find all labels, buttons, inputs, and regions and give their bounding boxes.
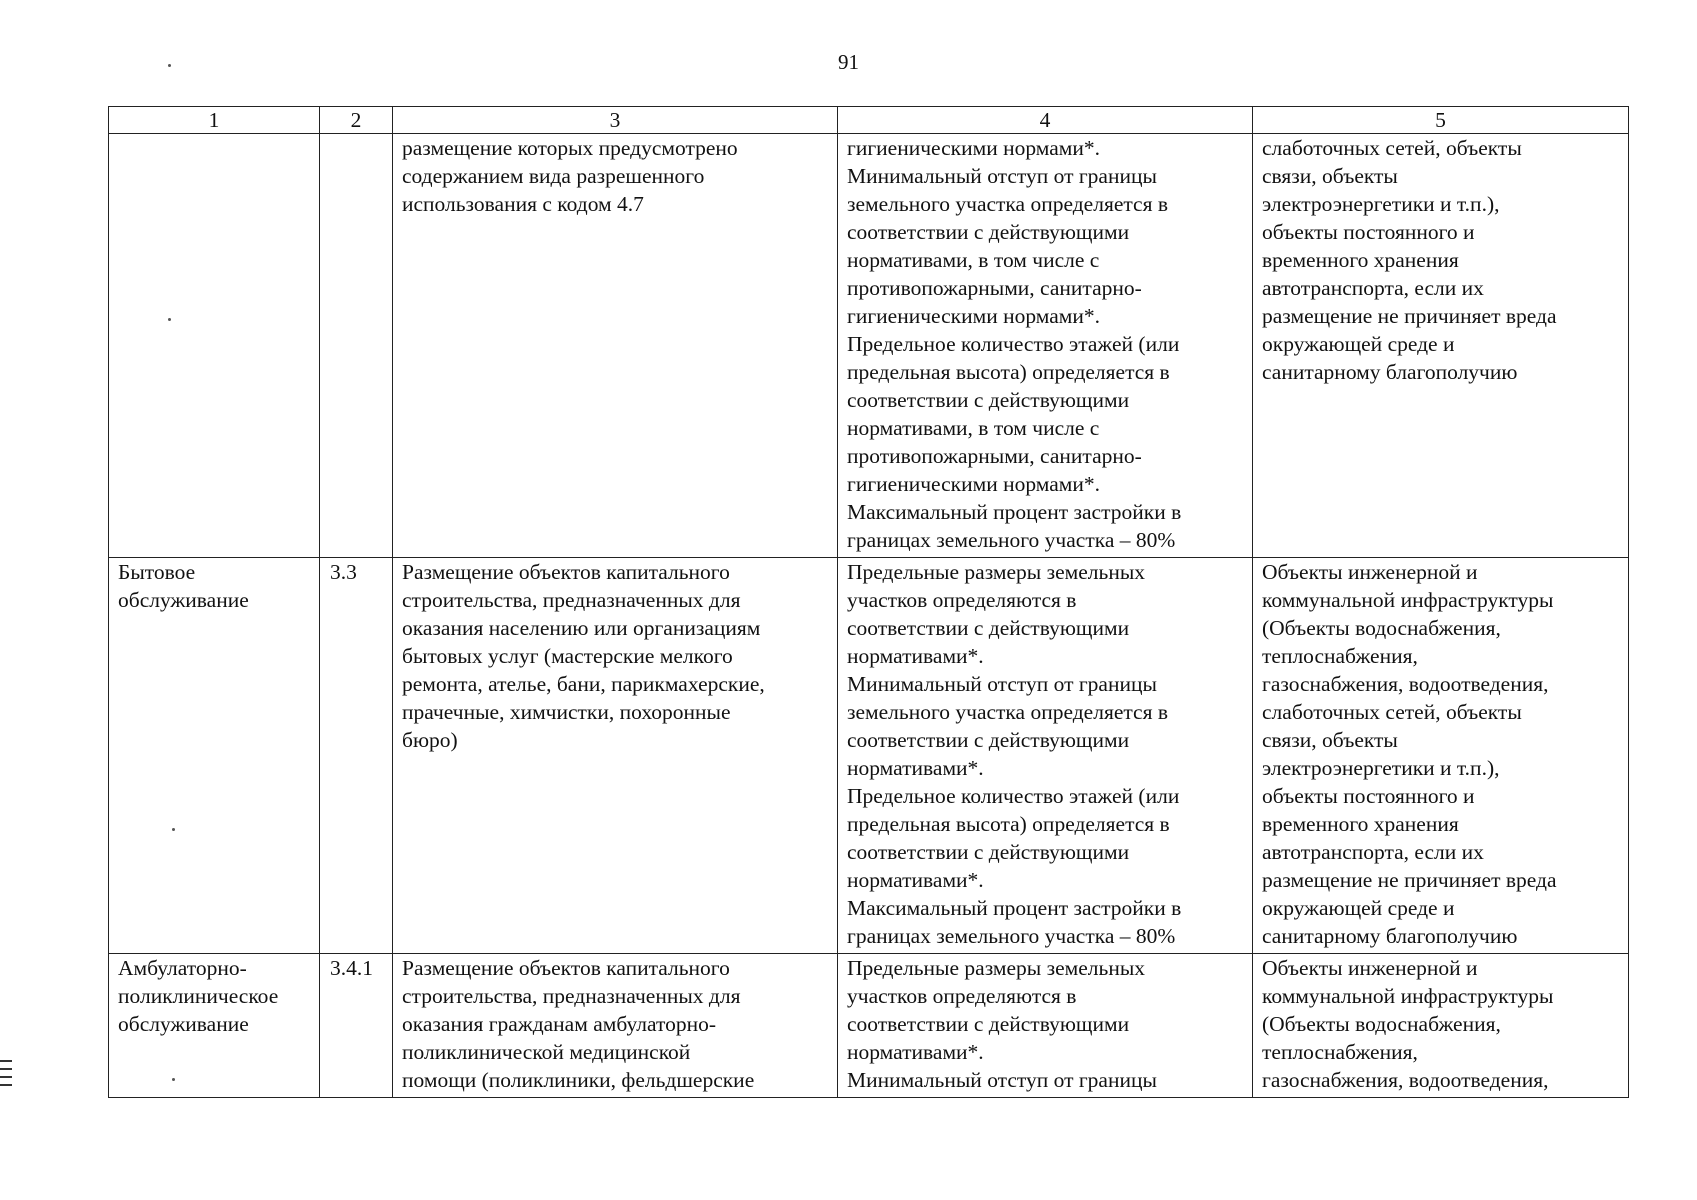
land-use-name <box>109 134 320 558</box>
auxiliary-uses: Объекты инженерной и коммунальной инфраструктуры (Объекты водоснабжения, теплоснабжения, газоснабжения, водоотведения, <box>1253 954 1629 1098</box>
margin-marks <box>0 1060 12 1092</box>
scan-artifact <box>168 64 171 67</box>
land-use-code: 3.4.1 <box>320 954 393 1098</box>
table-row <box>109 134 1629 558</box>
land-use-description: Размещение объектов капитального строительства, предназначенных для оказания гражданам амбулаторно- поликлинической медицинской помощи (поликлиники, фельдшерские <box>393 954 838 1098</box>
land-use-description: размещение которых предусмотрено содержанием вида разрешенного использования с кодом 4.7 <box>393 134 838 558</box>
table-row <box>109 954 1629 1098</box>
zoning-table <box>108 106 1629 1098</box>
header-row <box>109 107 1629 134</box>
header-cell-5: 5 <box>1253 107 1629 134</box>
land-use-code <box>320 134 393 558</box>
construction-parameters: Предельные размеры земельных участков определяются в соответствии с действующими нормативами*. Минимальный отступ от границы земельного участка определяется в соответствии с действующими нормативами*. Предельное количество этажей (или предельная высота) определяется в соответствии с действующими нормативами*. Максимальный процент застройки в границах земельного участка – 80% <box>838 558 1253 954</box>
header-cell-1: 1 <box>109 107 320 134</box>
construction-parameters: гигиеническими нормами*. Минимальный отступ от границы земельного участка определяется в соответствии с действующими нормативами, в том числе с противопожарными, санитарно- гигиеническими нормами*. Предельное количество этажей (или предельная высота) определяется в соответствии с действующими нормативами, в том числе с противопожарными, санитарно- гигиеническими нормами*. Максимальный процент застройки в границах земельного участка – 80% <box>838 134 1253 558</box>
land-use-name: Амбулаторно- поликлиническое обслуживание <box>109 954 320 1098</box>
land-use-description: Размещение объектов капитального строительства, предназначенных для оказания населению или организациям бытовых услуг (мастерские мелкого ремонта, ателье, бани, парикмахерские, прачечные, химчистки, похоронные бюро) <box>393 558 838 954</box>
table-row <box>109 558 1629 954</box>
page-number: 91 <box>838 50 859 74</box>
header-cell-2: 2 <box>320 107 393 134</box>
construction-parameters: Предельные размеры земельных участков определяются в соответствии с действующими нормативами*. Минимальный отступ от границы <box>838 954 1253 1098</box>
land-use-name: Бытовое обслуживание <box>109 558 320 954</box>
header-cell-3: 3 <box>393 107 838 134</box>
header-cell-4: 4 <box>838 107 1253 134</box>
auxiliary-uses: слаботочных сетей, объекты связи, объекты электроэнергетики и т.п.), объекты постоянного и временного хранения автотранспорта, если их размещение не причиняет вреда окружающей среде и санитарному благополучию <box>1253 134 1629 558</box>
auxiliary-uses: Объекты инженерной и коммунальной инфраструктуры (Объекты водоснабжения, теплоснабжения, газоснабжения, водоотведения, слаботочных сетей, объекты связи, объекты электроэнергетики и т.п.), объекты постоянного и временного хранения автотранспорта, если их размещение не причиняет вреда окружающей среде и санитарному благополучию <box>1253 558 1629 954</box>
land-use-code: 3.3 <box>320 558 393 954</box>
